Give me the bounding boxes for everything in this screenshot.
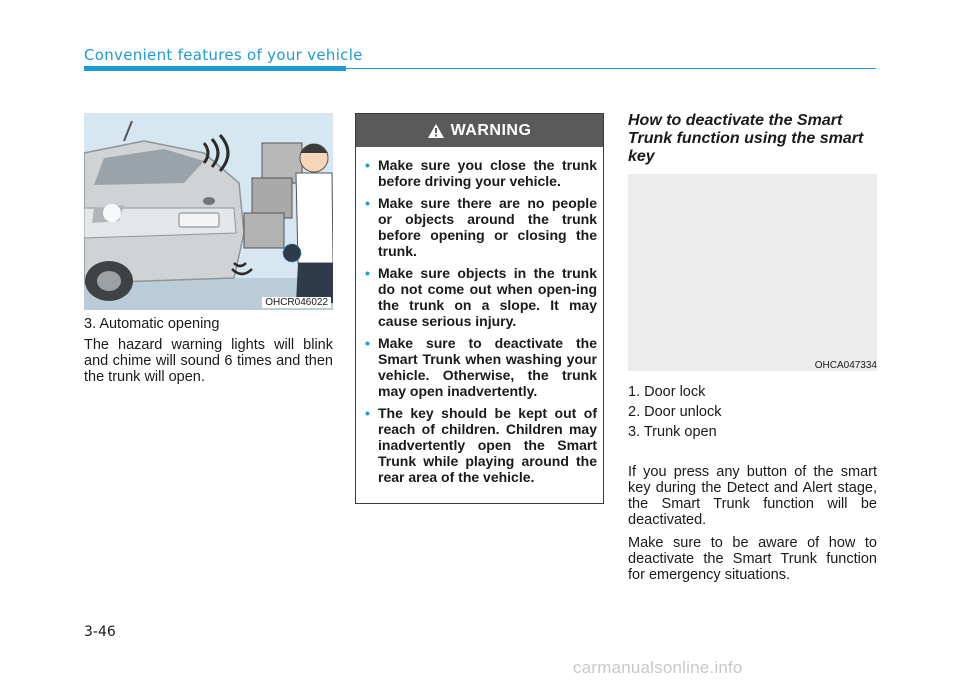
warning-header (356, 114, 603, 147)
bullet-icon: • (365, 157, 370, 173)
watermark-link[interactable]: carmanualsonline.info (573, 658, 743, 677)
warning-item: • Make sure there are no people or objects around the trunk before opening or closing the trunk. (365, 195, 597, 259)
warning-box (355, 113, 604, 504)
page-number: 3-46 (84, 624, 116, 640)
car-trunk-drawing (84, 113, 333, 310)
figure-code-right: OHCA047334 (814, 360, 877, 371)
right-paragraph-1: If you press any button of the smart key during the Detect and Alert stage, the Smart Trunk function will be deactivated. (628, 464, 877, 528)
bullet-icon: • (365, 335, 370, 351)
left-paragraph: The hazard warning lights will blink and chime will sound 6 times and then the trunk will open. (84, 337, 333, 385)
key-list-item: 1. Door lock (628, 384, 706, 400)
section-title: How to deactivate the Smart Trunk function using the smart key (628, 112, 864, 165)
car-trunk-illustration (84, 113, 333, 310)
bullet-icon: • (365, 265, 370, 281)
header-rule-line (346, 68, 876, 69)
bullet-icon: • (365, 195, 370, 211)
figure-code-left: OHCR046022 (262, 297, 331, 308)
header-accent-bar (84, 66, 346, 71)
key-list-item: 2. Door unlock (628, 404, 722, 420)
warning-item: • Make sure objects in the trunk do not come out when open-ing the trunk on a slope. It may cause serious injury. (365, 265, 597, 329)
warning-triangle-icon (428, 124, 444, 138)
warning-item: • Make sure to deactivate the Smart Trunk when washing your vehicle. Otherwise, the trunk may open inadvertently. (365, 335, 597, 399)
bullet-icon: • (365, 405, 370, 421)
section-header-title: Convenient features of your vehicle (84, 46, 363, 64)
key-button-list (628, 382, 877, 442)
key-list-item: 3. Trunk open (628, 424, 717, 440)
warning-title: WARNING (450, 121, 532, 139)
step-title: 3. Automatic opening (84, 316, 220, 332)
warning-item: • The key should be kept out of reach of children. Children may inadvertently open the Smart Trunk while playing around the rear area of the vehicle. (365, 405, 597, 485)
right-paragraph-2: Make sure to be aware of how to deactivate the Smart Trunk function for emergency situations. (628, 535, 877, 583)
warning-list (356, 147, 603, 485)
smart-key-illustration (628, 174, 877, 371)
warning-item: • Make sure you close the trunk before driving your vehicle. (365, 157, 597, 189)
